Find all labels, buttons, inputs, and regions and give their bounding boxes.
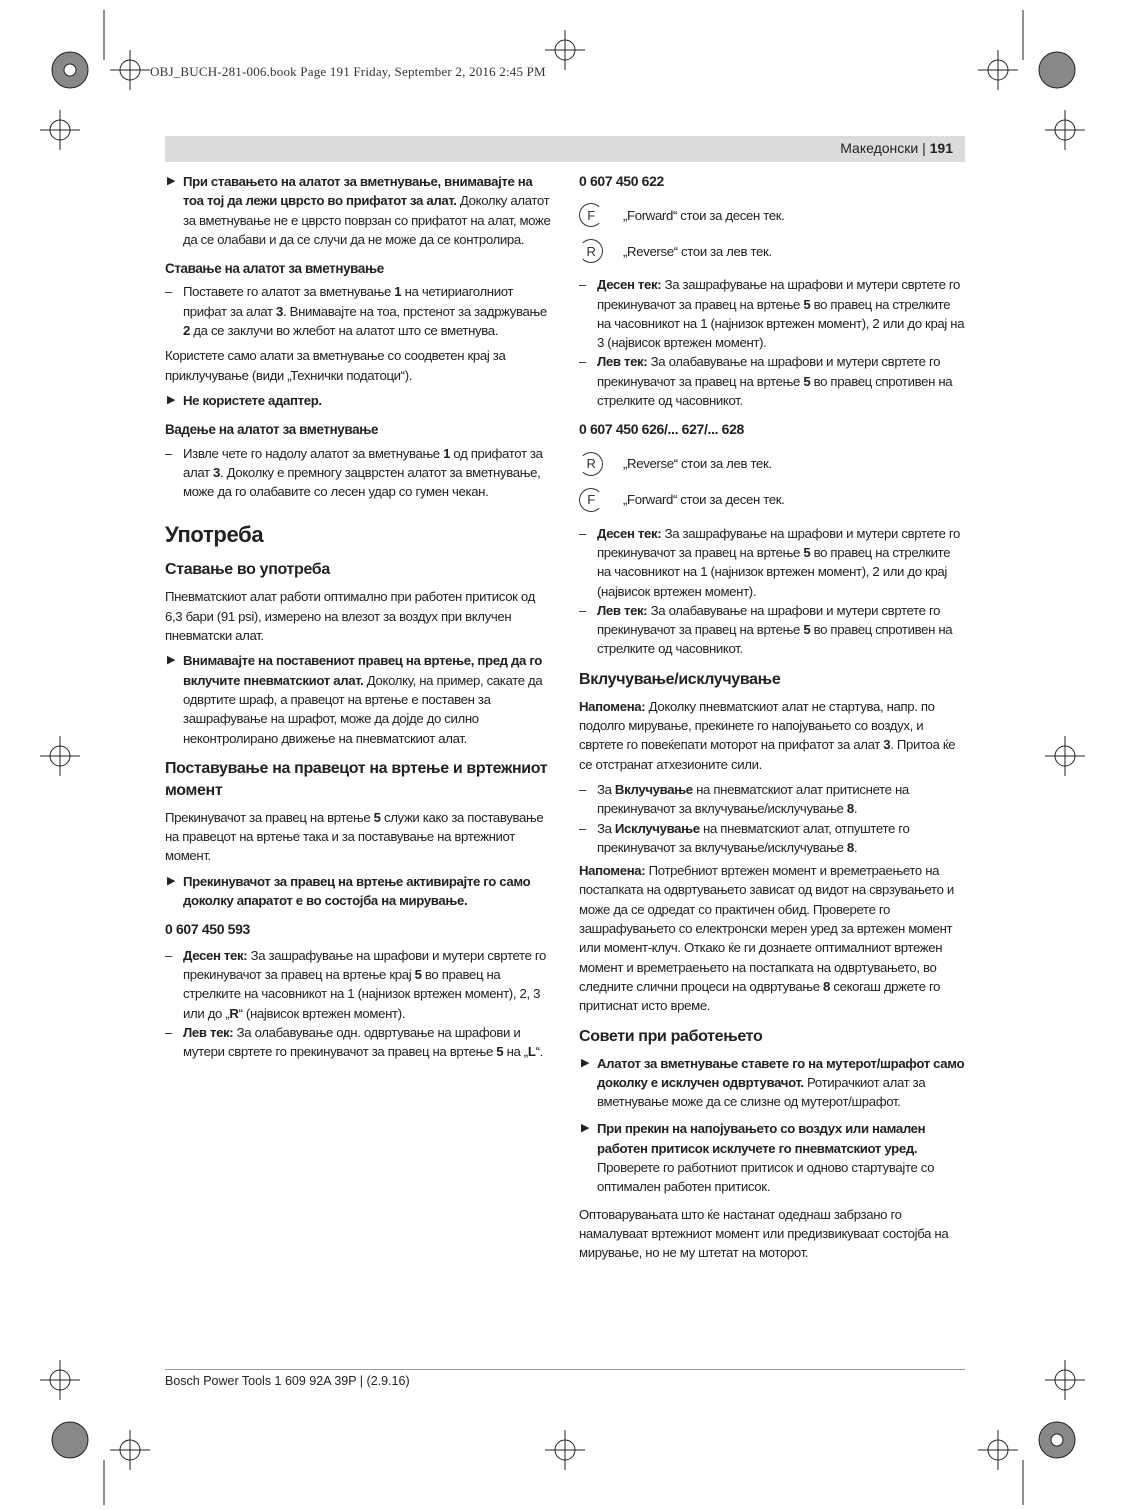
bullet-triangle-icon: ▶ [167,874,176,887]
tip-1: ▶ Алатот за вметнување ставете го на мутерот/шрафот само доколку е исклучен одвртувачот. Ротирачкиот алат за вметнување може да се слизне од мутерот/шрафот. [581,1055,965,1110]
warning-bullet-1: ▶ При ставањето на алатот за вметнување, внимавајте на тоа тој да лежи цврсто во прифатот за алат. Доколку алатот за вметнување не е цврсто поврзан со прифатот на алат, може да се олабави и да се случи да не може да се контролира. [167,174,551,247]
no-adapter-bullet: ▶ Не користете адаптер. [165,391,551,410]
page-header [165,136,965,162]
start-text: Пневматскиот алат работи оптимално при работен притисок од 6,3 бари (91 psi), измерено на влезот за воздух при вклучен пневматски алат. [165,589,535,644]
insert-step: – Поставете го алатот за вметнување 1 на четириаголниот прифат за алат 3. Внимавајте на тоа, прстенот за задржување 2 да се заклучи во жлебот на алатот што се вметнува. [165,284,547,339]
right-rotation-626: – Десен тек: За зашрафување на шрафови и мутери свртете го прекинувачот за правец на вртење 5 во правец на стрелките на часовникот на 1 (најнизок вртежен момент), 2 или до крај (највисок вртежен момент). [579,525,961,599]
heading-on-off: Вклучување/исклучување [579,670,781,688]
left-rotation-593: – Лев тек: За олабавување одн. одвртување на шрафови и мутери свртете го прекинувачот за правец на вртење 5 на „L“. [165,1024,543,1060]
switch-off-step: – За Исклучување на пневматскиот алат, отпуштете го прекинувачот за вклучување/исклучување 8. [579,820,910,855]
warning-bullet-2: ▶ Внимавајте на поставениот правец на вртење, пред да го вклучите пневматскиот алат. Доколку, на пример, сакате да одвртите шраф, а правецот на вртење е поставен за зашрафување на шрафот, може да дојде до силно неконтролирано движење на пневматскиот алат. [167,653,543,746]
reverse-icon: R [579,239,603,263]
use-tools-text: Користете само алати за вметнување со соодветен крај за приклучување (види „Технички податоци“). [165,348,506,383]
footer-divider [165,1369,965,1370]
model-code-593: 0 607 450 593 [165,921,250,938]
bullet-triangle-icon: ▶ [167,175,176,187]
left-rotation-622: – Лев тек: За олабавување на шрафови и мутери свртете го прекинувачот за правец на вртење 5 во правец спротивен на стрелките од часовникот. [579,354,953,409]
bullet-triangle-icon: ▶ [581,1056,590,1069]
bullet-triangle-icon: ▶ [167,393,176,406]
forward-icon: F [579,488,603,512]
heading-direction-torque: Поставување на правецот на вртење и вртежниот момент [165,759,548,799]
heading-start-operation: Ставање во употреба [165,561,330,579]
forward-row: F „Forward“ стои за десен тек. [579,197,965,233]
note-2: Напомена: Потребниот вртежен момент и времетраењето на постапката на одвртувањето зависат од видот на сврзувањето и може да се одредат со практичен обид. Проверете го зашрафувањето со електронски мерен уред за вртежен момент или момент-клуч. Откако ќе ги дознаете оптималниот вртежен момент и времетраењето на постапката на одвртувањето, во следните слични процеси на одвртување 8 секогаш држете го притиснат исто време. [579,863,954,1014]
forward-row-2: F „Forward“ стои за десен тек. [579,482,965,518]
right-rotation-593: – Десен тек: За зашрафување на шрафови и мутери свртете го прекинувачот за правец на вртење крај 5 во правец на стрелките на часовникот на 1 (најнизок вртежен момент), 2, 3 или до „R“ (највисок вртежен момент). [165,947,547,1021]
reverse-row: R „Reverse“ стои за лев тек. [579,233,965,269]
bullet-triangle-icon: ▶ [167,654,176,667]
remove-step: – Извле чете го надолу алатот за вметнување 1 од прифатот за алат 3. Доколку е премногу зацврстен алатот за вметнување, може да го олабавите со лесен удар со гумен чекан. [165,445,543,500]
header-language: Македонски [840,140,919,156]
forward-icon: F [579,203,603,227]
model-code-622: 0 607 450 622 [579,173,664,189]
heading-insert-tool: Ставање на алатот за вметнување [165,261,384,277]
footer: Bosch Power Tools 1 609 92A 39P | (2.9.16) [165,1374,410,1388]
print-metadata: OBJ_BUCH-281-006.book Page 191 Friday, September 2, 2016 2:45 PM [150,64,546,79]
note-1: Напомена: Доколку пневматскиот алат не стартува, напр. по подолго мирување, прекинете го напојувањето со воздух, и свртете го повеќепати моторот на прифатот за алат 3. Притоа ќе се отстранат атхезионите сили. [579,698,956,772]
header-label: Македонски | 191 [840,140,953,156]
overload-text: Оптоварувањата што ќе настанат одеднаш забрзано го намалуваат вртежниот момент или предизвикуваат состојба на мирување, но не му штетат на моторот. [579,1206,949,1261]
left-rotation-626: – Лев тек: За олабавување на шрафови и мутери свртете го прекинувачот за правец на вртење 5 во правец спротивен на стрелките од часовникот. [579,602,953,657]
left-column [165,172,551,1061]
tip-2: ▶ При прекин на напојувањето со воздух или намален работен притисок исклучете го пневматскиот уред. Проверете го работниот притисок и одново стартувајте со оптимален работен притисок. [581,1121,935,1195]
right-column [579,172,965,1268]
warning-bullet-3: ▶ Прекинувачот за правец на вртење активирајте го само доколку апаратот е во состојба на мирување. [167,873,531,909]
switch-on-step: – За Вклучување на пневматскиот алат притиснете на прекинувачот за вклучување/исклучување 8. [579,781,909,817]
heading-usage: Употреба [165,522,264,548]
reverse-icon: R [579,452,603,476]
right-rotation-622: – Десен тек: За зашрафување на шрафови и мутери свртете го прекинувачот за правец на вртење 5 во правец на стрелките на часовникот на 1 (најнизок вртежен момент), 2 или до крај на 3 (највисок вртежен момент). [579,277,965,351]
model-code-626-628: 0 607 450 626/... 627/... 628 [579,421,744,438]
reverse-row-2: R „Reverse“ стои за лев тек. [579,446,965,482]
page-number: 191 [929,140,953,156]
heading-remove-tool: Вадење на алатот за вметнување [165,422,379,438]
heading-work-tips: Совети при работењето [579,1027,763,1045]
bullet-triangle-icon: ▶ [581,1122,590,1135]
direction-text: Прекинувачот за правец на вртење 5 служи како за поставување на правецот на вртење така и за поставување на вртежниот момент. [165,809,544,864]
